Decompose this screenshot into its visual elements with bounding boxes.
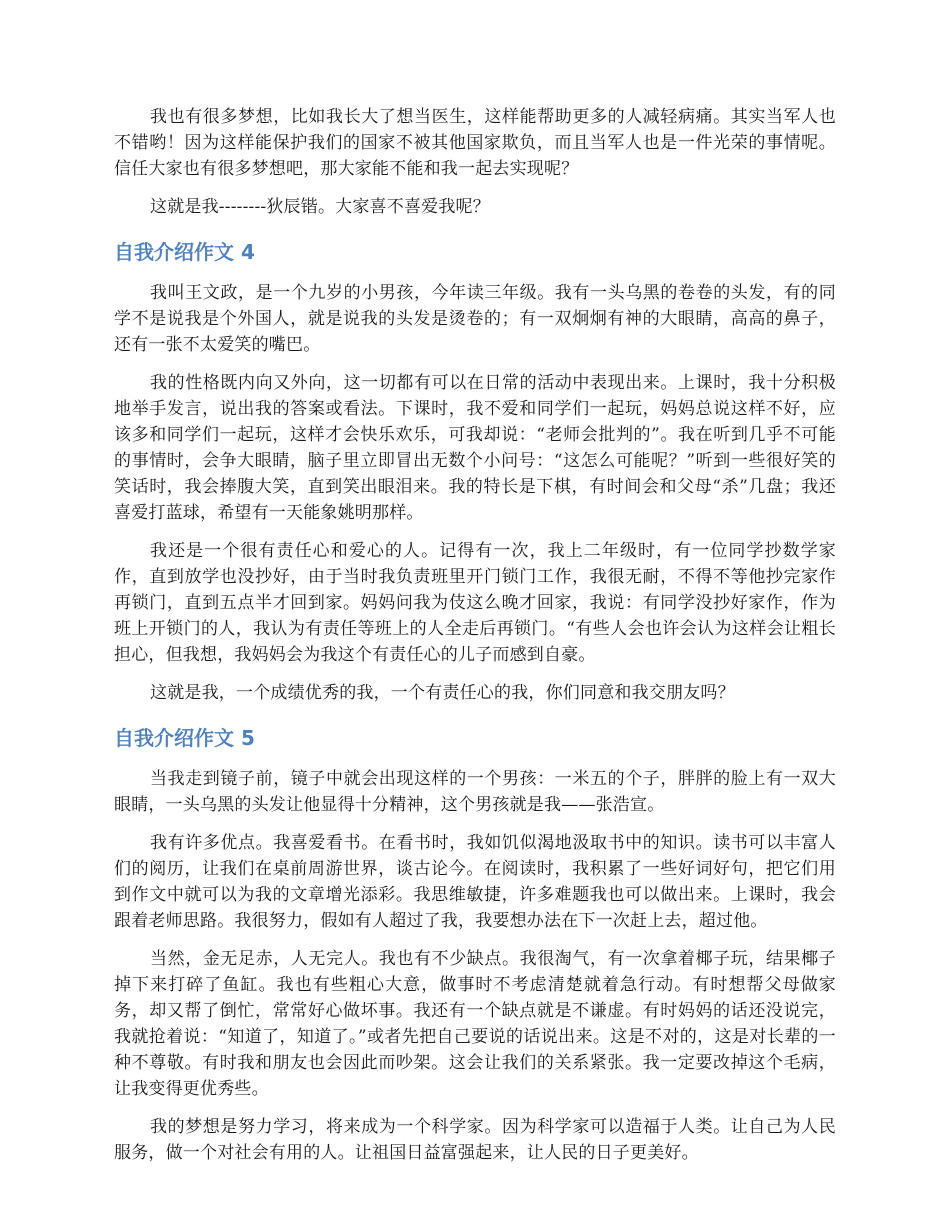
section-paragraph: 当我走到镜子前，镜子中就会出现这样的一个男孩：一米五的个子，胖胖的脸上有一双大眼睛，一头乌黑的头发让他显得十分精神，这个男孩就是我——张浩宣。 [114, 769, 836, 815]
essay-section-5 [114, 724, 836, 1166]
intro-paragraph: 我也有很多梦想，比如我长大了想当医生，这样能帮助更多的人减轻病痛。其实当军人也不错哟！因为这样能保护我们的国家不被其他国家欺负，而且当军人也是一件光荣的事情呢。信任大家也有很多梦想吧，那大家能不能和我一起去实现呢？ [114, 107, 836, 179]
section-heading: 自我介绍作文 5 [114, 726, 255, 750]
essay-section-4 [114, 238, 836, 706]
section-paragraph: 我的梦想是努力学习，将来成为一个科学家。因为科学家可以造福于人类。让自己为人民服务，做一个对社会有用的人。让祖国日益富强起来，让人民的日子更美好。 [114, 1117, 836, 1163]
section-paragraph: 我有许多优点。我喜爱看书。在看书时，我如饥似渴地汲取书中的知识。读书可以丰富人们的阅历，让我们在桌前周游世界，谈古论今。在阅读时，我积累了一些好词好句，把它们用到作文中就可以为我的文章增光添彩。我思维敏捷，许多难题我也可以做出来。上课时，我会跟着老师思路。我很努力，假如有人超过了我，我要想办法在下一次赶上去，超过他。 [114, 833, 836, 931]
section-paragraph: 我还是一个很有责任心和爱心的人。记得有一次，我上二年级时，有一位同学抄数学家作，直到放学也没抄好，由于当时我负责班里开门锁门工作，我很无耐，不得不等他抄完家作再锁门，直到五点半才回到家。妈妈问我为伎这么晚才回家，我说：有同学没抄好家作，作为班上开锁门的人，我认为有责任等班上的人全走后再锁门。“有些人会也许会认为这样会让粗长担心，但我想，我妈妈会为我这个有责任心的儿子而感到自豪。 [114, 541, 836, 665]
document-page [114, 104, 836, 1178]
section-heading: 自我介绍作文 4 [114, 240, 255, 264]
section-paragraph: 我的性格既内向又外向，这一切都有可以在日常的活动中表现出来。上课时，我十分积极地举手发言，说出我的答案或看法。下课时，我不爱和同学们一起玩，妈妈总说这样不好，应该多和同学们一起玩，这样才会快乐欢乐，可我却说：“老师会批判的”。我在听到几乎不可能的事情时，会争大眼睛，脑子里立即冒出无数个小问号：“这怎么可能呢？”听到一些很好笑的笑话时，我会捧腹大笑，直到笑出眼泪来。我的特长是下棋，有时间会和父母“杀”几盘；我还喜爱打蓝球，希望有一天能象姚明那样。 [114, 373, 836, 523]
section-paragraph: 当然，金无足赤，人无完人。我也有不少缺点。我很淘气，有一次拿着椰子玩，结果椰子掉下来打碎了鱼缸。我也有些粗心大意，做事时不考虑清楚就着急行动。有时想帮父母做家务，却又帮了倒忙，常常好心做坏事。我还有一个缺点就是不谦虚。有时妈妈的话还没说完，我就抢着说：“知道了，知道了。”或者先把自己要说的话说出来。这是不对的，这是对长辈的一种不尊敬。有时我和朋友也会因此而吵架。这会让我们的关系紧张。我一定要改掉这个毛病，让我变得更优秀些。 [114, 949, 836, 1099]
section-paragraph: 我叫王文政，是一个九岁的小男孩，今年读三年级。我有一头乌黑的卷卷的头发，有的同学不是说我是个外国人，就是说我的头发是烫卷的；有一双炯炯有神的大眼睛，高高的鼻子，还有一张不太爱笑的嘴巴。 [114, 283, 836, 355]
intro-paragraph: 这就是我--------狄辰锴。大家喜不喜爱我呢？ [150, 197, 490, 217]
section-paragraph: 这就是我，一个成绩优秀的我，一个有责任心的我，你们同意和我交朋友吗？ [150, 683, 735, 703]
